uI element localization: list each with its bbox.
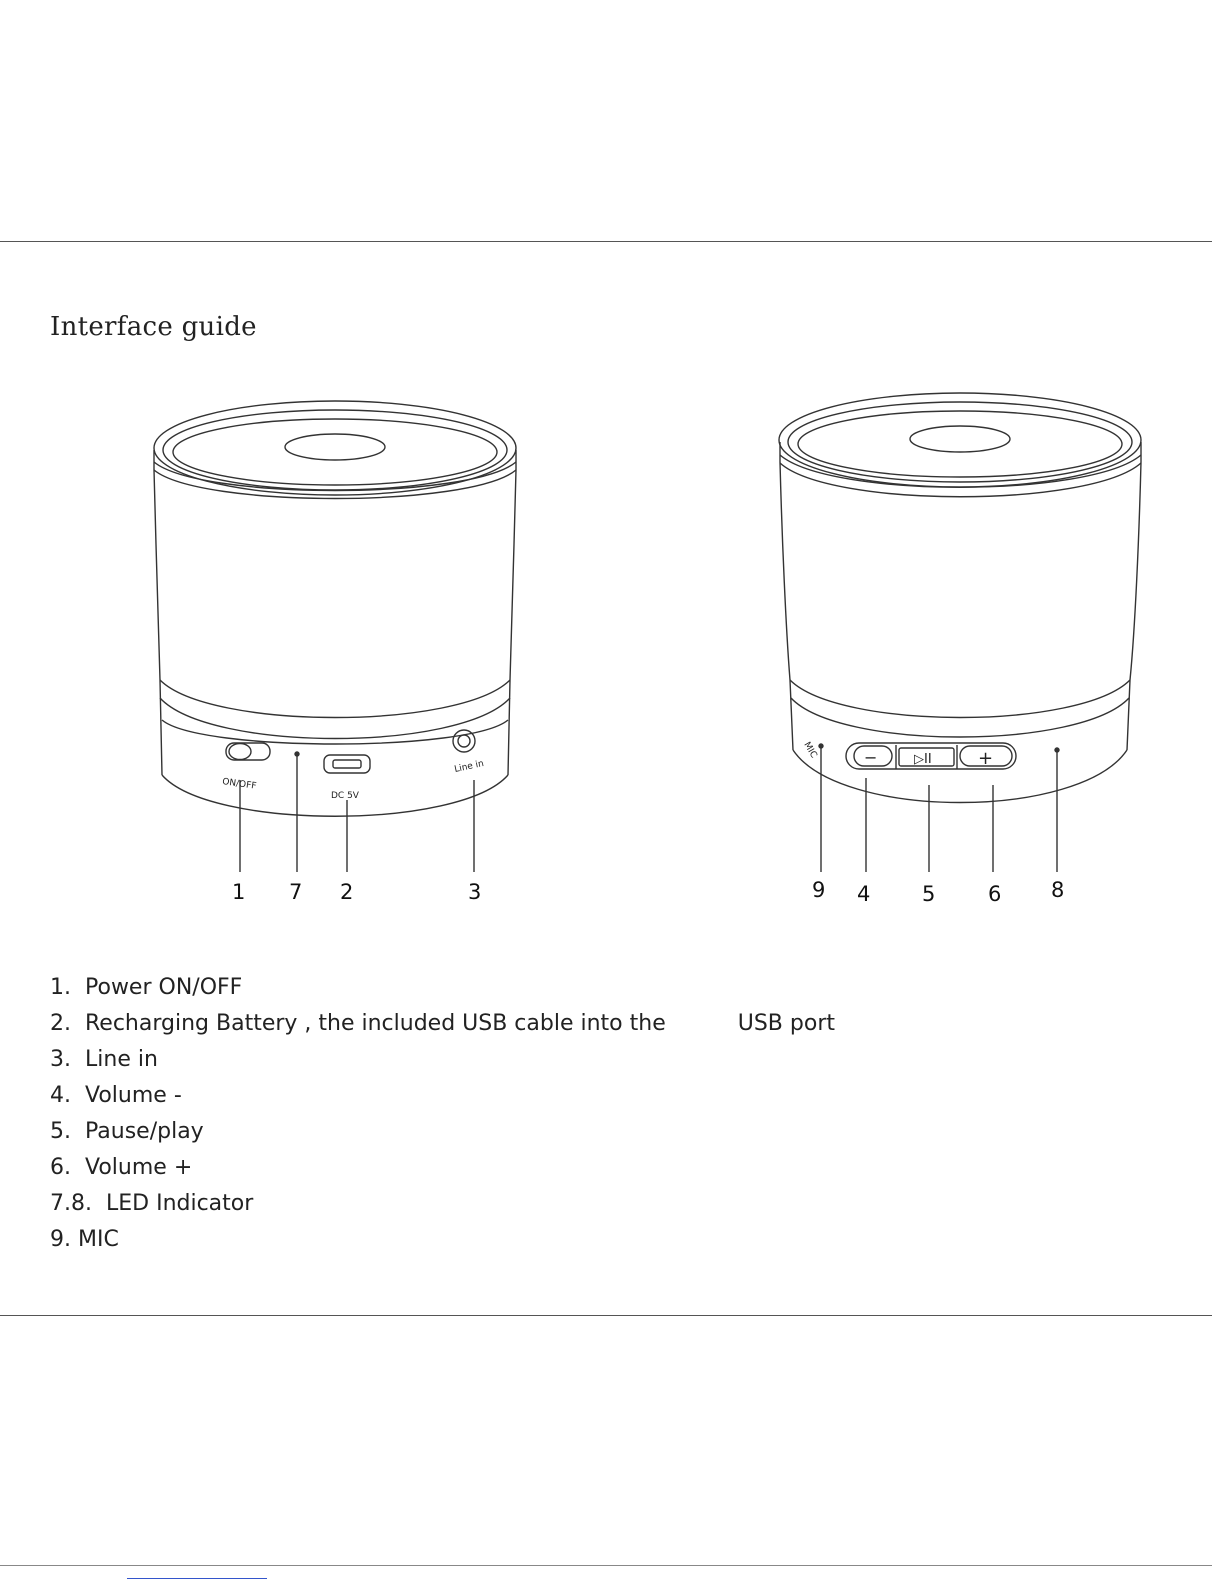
callout-4: 4 bbox=[857, 882, 871, 906]
top-rule bbox=[0, 241, 1212, 242]
legend-item: 3. Line in bbox=[50, 1047, 158, 1072]
minus-button-icon: − bbox=[864, 748, 878, 767]
callout-7: 7 bbox=[289, 880, 303, 904]
legend-item: 4. Volume - bbox=[50, 1083, 182, 1108]
dc-label: DC 5V bbox=[331, 791, 359, 801]
callout-1: 1 bbox=[232, 880, 246, 904]
callout-5: 5 bbox=[922, 882, 936, 906]
on-off-label: ON/OFF bbox=[221, 777, 257, 792]
page-title: Interface guide bbox=[50, 312, 257, 342]
legend-item: 1. Power ON/OFF bbox=[50, 975, 243, 1000]
legend-item: 5. Pause/play bbox=[50, 1119, 204, 1144]
callout-3: 3 bbox=[468, 880, 482, 904]
plus-button-icon: + bbox=[978, 748, 994, 769]
callout-2: 2 bbox=[340, 880, 354, 904]
speaker-diagram bbox=[0, 380, 1225, 940]
speaker-illustration bbox=[0, 380, 1225, 940]
right-speaker bbox=[779, 393, 1141, 872]
legend-item: 2. Recharging Battery , the included USB cable into the USB port bbox=[50, 1011, 835, 1036]
mic-label: MIC bbox=[801, 740, 819, 760]
callout-9: 9 bbox=[812, 878, 826, 902]
play-pause-button-icon: ▷II bbox=[914, 752, 932, 767]
line-in-label: Line in bbox=[453, 758, 485, 775]
legend-item: 6. Volume + bbox=[50, 1155, 193, 1180]
legend-item: 7.8. LED Indicator bbox=[50, 1191, 254, 1216]
bottom-rule bbox=[0, 1315, 1212, 1316]
legend-item: 9. MIC bbox=[50, 1227, 119, 1252]
callout-6: 6 bbox=[988, 882, 1002, 906]
interface-legend bbox=[50, 970, 835, 1258]
callout-8: 8 bbox=[1051, 878, 1065, 902]
footer-link-underline[interactable] bbox=[127, 1578, 267, 1579]
left-speaker bbox=[154, 401, 516, 872]
page-edge-rule bbox=[0, 1565, 1212, 1566]
